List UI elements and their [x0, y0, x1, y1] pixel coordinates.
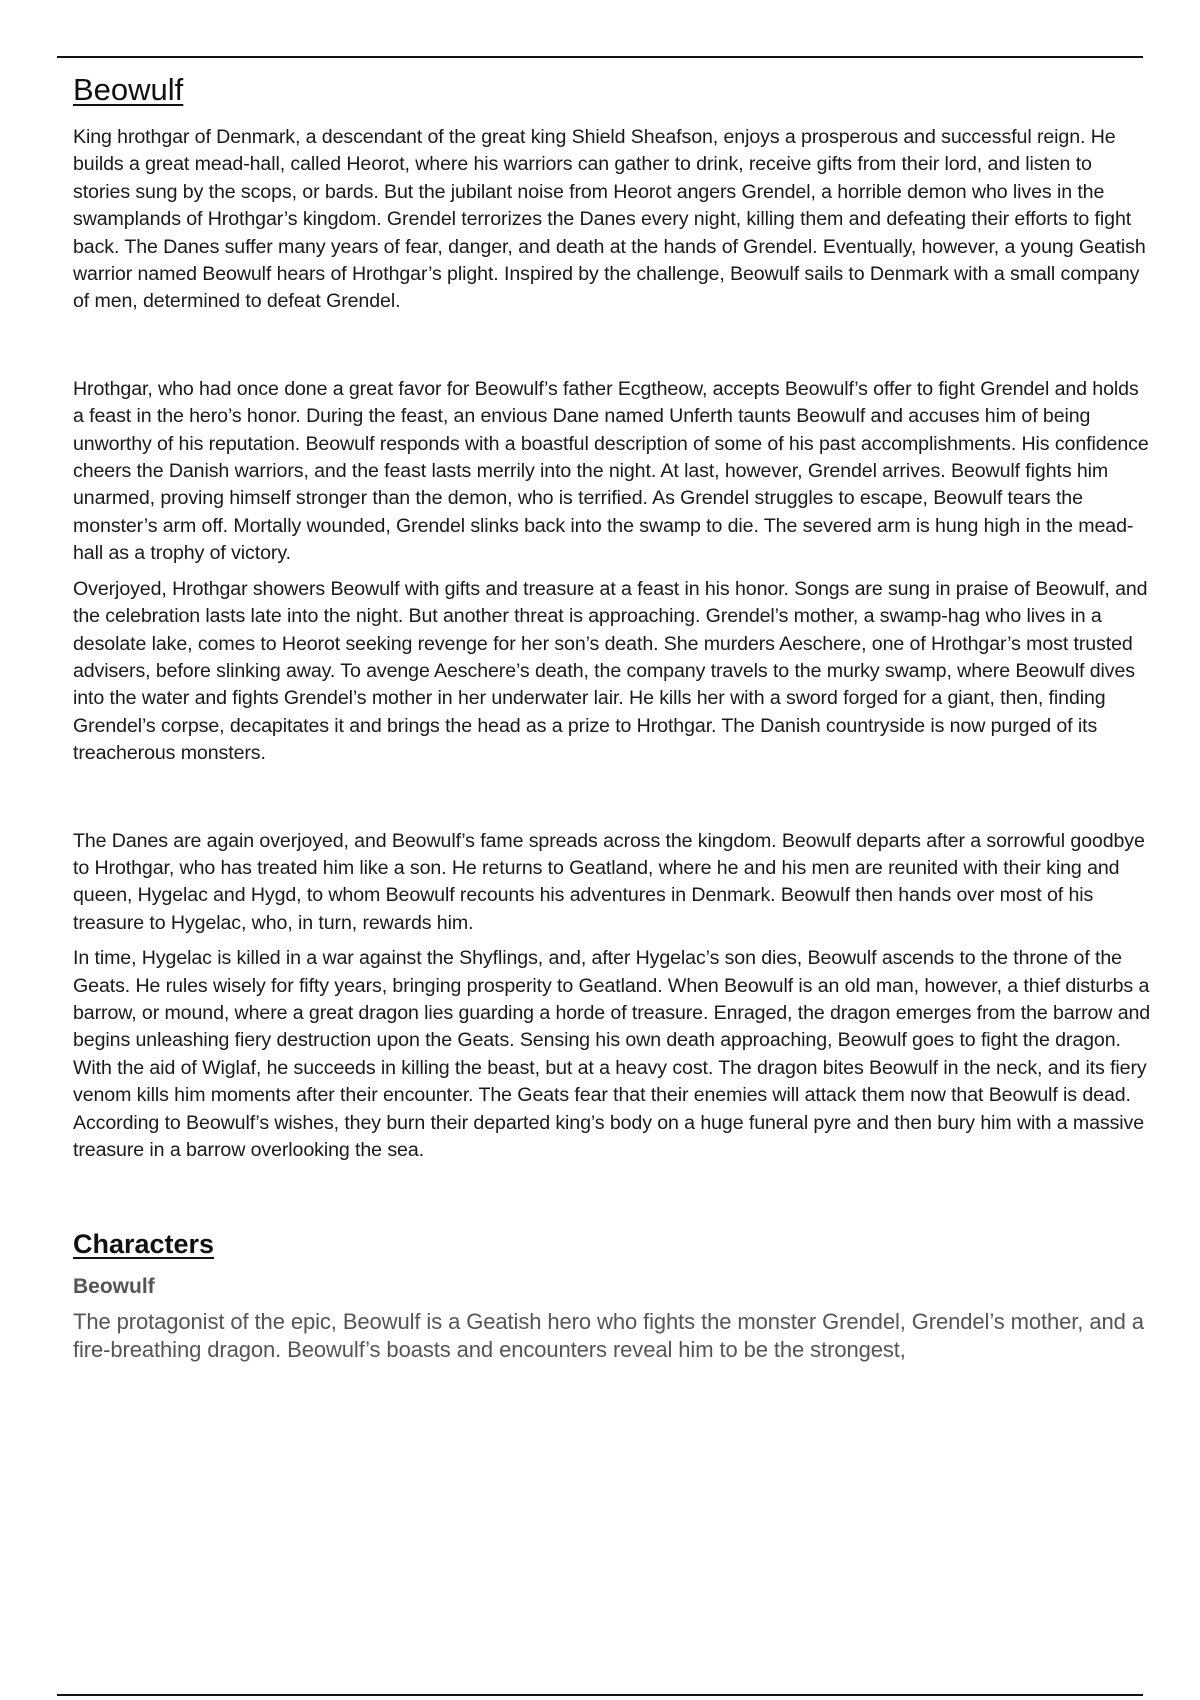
paragraph-spacer	[73, 316, 1153, 376]
paragraph-spacer	[73, 568, 1153, 576]
summary-paragraph-3: Overjoyed, Hrothgar showers Beowulf with gifts and treasure at a feast in his honor. Songs are sung in praise of Beowulf, and the celebration lasts late into the night. But another threat is approaching. Grendel’s mother, a swamp-hag who lives in a desolate lake, comes to Heorot seeking revenge for her son’s death. She murders Aeschere, one of Hrothgar’s most trusted advisers, before slinking away. To avenge Aeschere’s death, the company travels to the murky swamp, where Beowulf dives into the water and fights Grendel’s mother in her underwater lair. He kills her with a sword forged for a giant, then, finding Grendel’s corpse, decapitates it and brings the head as a prize to Hrothgar. The Danish countryside is now purged of its treacherous monsters.	[73, 577, 1148, 765]
character-name: Beowulf	[73, 1275, 155, 1299]
characters-heading: Characters	[73, 1229, 215, 1260]
summary-paragraph-2: Hrothgar, who had once done a great favor for Beowulf’s father Ecgtheow, accepts Beowulf’s offer to fight Grendel and holds a feast in the hero’s honor. During the feast, an envious Dane named Unferth taunts Beowulf and accuses him of being unworthy of his reputation. Beowulf responds with a boastful description of some of his past accomplishments. His confidence cheers the Danish warriors, and the feast lasts merrily into the night. At last, however, Grendel arrives. Beowulf fights him unarmed, proving himself stronger than the demon, who is terrified. As Grendel struggles to escape, Beowulf tears the monster’s arm off. Mortally wounded, Grendel slinks back into the swamp to die. The severed arm is hung high in the mead-hall as a trophy of victory.	[73, 377, 1149, 565]
document-page	[73, 70, 1153, 1364]
paragraph-spacer	[73, 768, 1153, 828]
paragraph-spacer	[73, 937, 1153, 945]
bottom-rule	[57, 1694, 1143, 1696]
summary-paragraph-4: The Danes are again overjoyed, and Beowulf’s fame spreads across the kingdom. Beowulf departs after a sorrowful goodbye to Hrothgar, who has treated him like a son. He returns to Geatland, where he and his men are reunited with their king and queen, Hygelac and Hygd, to whom Beowulf recounts his adventures in Denmark. Beowulf then hands over most of his treasure to Hygelac, who, in turn, rewards him.	[73, 829, 1145, 934]
top-rule	[57, 56, 1143, 58]
summary-paragraph-1: King hrothgar of Denmark, a descendant of the great king Shield Sheafson, enjoys a prosperous and successful reign. He builds a great mead-hall, called Heorot, where his warriors can gather to drink, receive gifts from their lord, and listen to stories sung by the scops, or bards. But the jubilant noise from Heorot angers Grendel, a horrible demon who lives in the swamplands of Hrothgar’s kingdom. Grendel terrorizes the Danes every night, killing them and defeating their efforts to fight back. The Danes suffer many years of fear, danger, and death at the hands of Grendel. Eventually, however, a young Geatish warrior named Beowulf hears of Hrothgar’s plight. Inspired by the challenge, Beowulf sails to Denmark with a small company of men, determined to defeat Grendel.	[73, 126, 1146, 313]
document-title: Beowulf	[73, 72, 184, 107]
summary-paragraph-5: In time, Hygelac is killed in a war against the Shyflings, and, after Hygelac’s son dies, Beowulf ascends to the throne of the Geats. He rules wisely for fifty years, bringing prosperity to Geatland. When Beowulf is an old man, however, a thief disturbs a barrow, or mound, where a great dragon lies guarding a horde of treasure. Enraged, the dragon emerges from the barrow and begins unleashing fiery destruction upon the Geats. Sensing his own death approaching, Beowulf goes to fight the dragon. With the aid of Wiglaf, he succeeds in killing the beast, but at a heavy cost. The dragon bites Beowulf in the neck, and its fiery venom kills him moments after their encounter. The Geats fear that their enemies will attack them now that Beowulf is dead. According to Beowulf’s wishes, they burn their departed king’s body on a huge funeral pyre and then bury him with a massive treasure in a barrow overlooking the sea.	[73, 947, 1151, 1161]
section-spacer	[73, 1164, 1153, 1224]
character-description: The protagonist of the epic, Beowulf is a Geatish hero who fights the monster Grendel, Grendel’s mother, and a fire-breathing dragon. Beowulf’s boasts and encounters reveal him to be the strongest,	[73, 1309, 1144, 1363]
